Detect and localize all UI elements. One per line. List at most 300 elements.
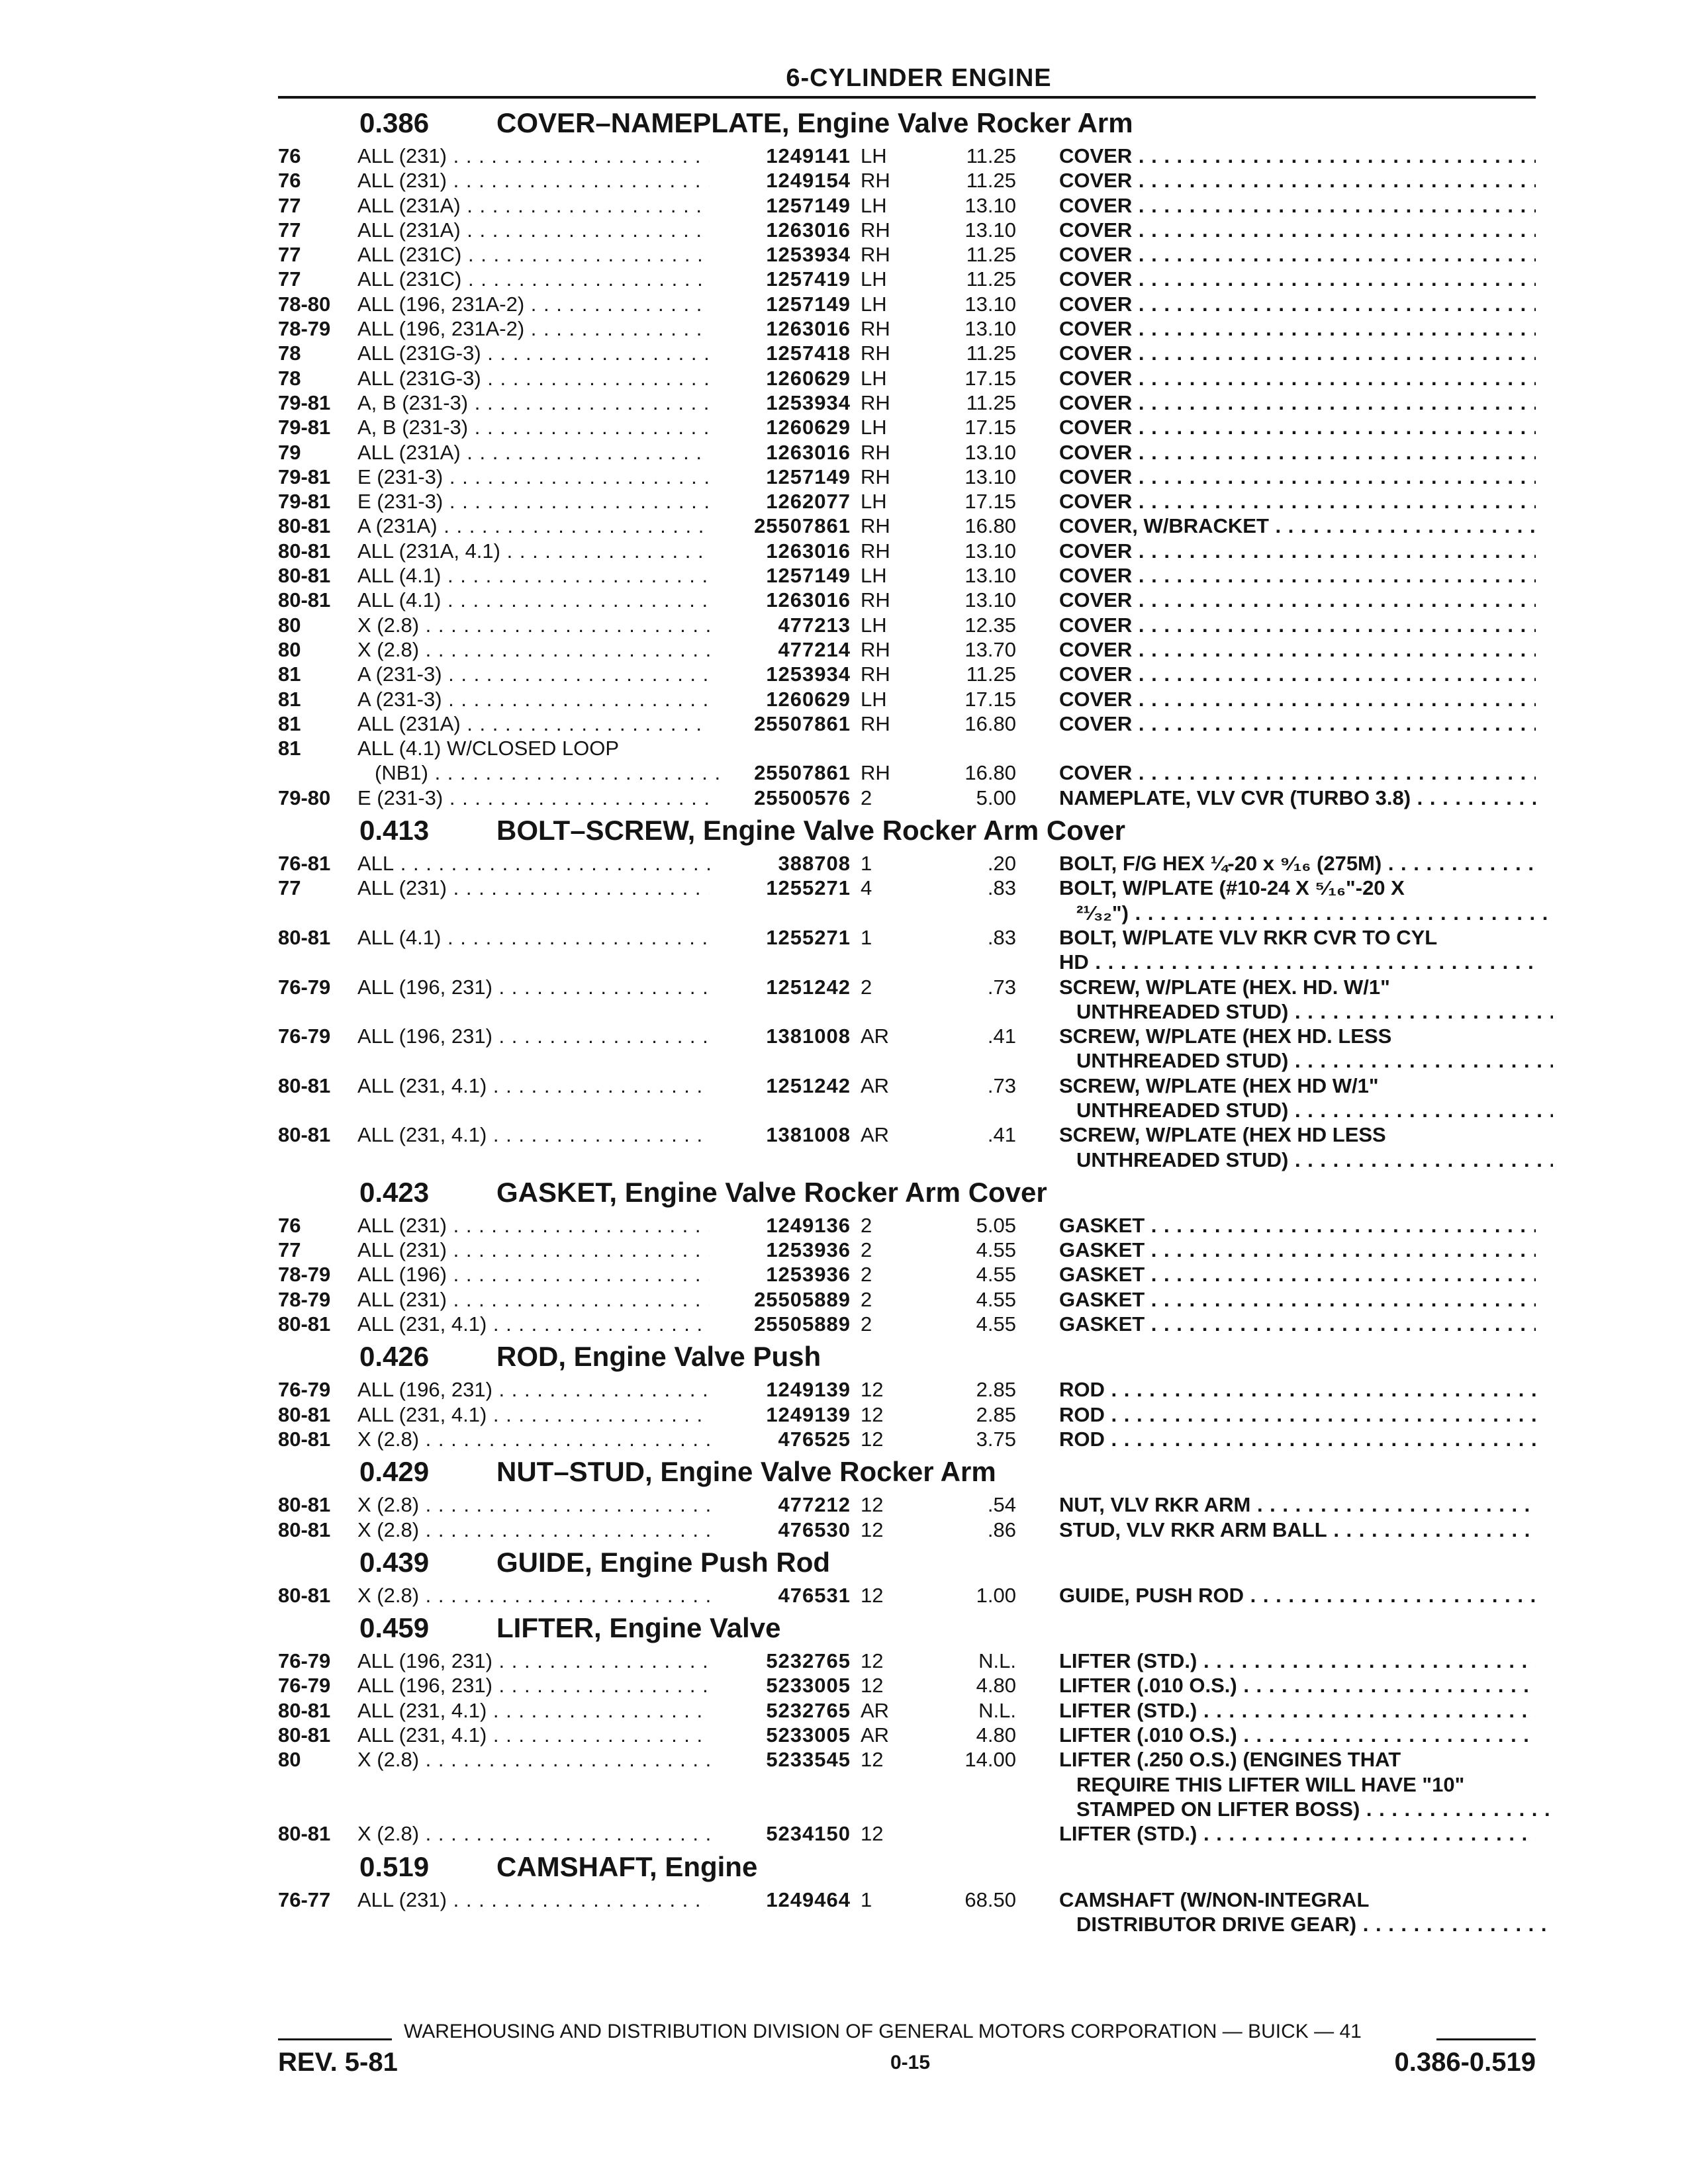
quantity-cell: 2 <box>861 1287 872 1311</box>
table-row <box>278 662 1536 686</box>
application-cell: ALL . . . <box>357 851 710 876</box>
section-number: 0.519 <box>359 1850 430 1882</box>
description-cell: ROD . . . <box>1059 1377 1536 1402</box>
quantity-cell: AR <box>861 1123 890 1147</box>
application-cell: ALL (231A) . . . <box>357 218 710 242</box>
part-number-cell: 1249154 <box>766 169 851 193</box>
section-heading <box>278 103 1536 144</box>
table-row <box>278 563 1536 588</box>
model-year-cell: 81 <box>278 687 301 711</box>
description-cell: ²¹⁄₃₂") . . . <box>1059 901 1553 925</box>
table-row <box>278 465 1536 489</box>
table-row <box>278 1287 1536 1312</box>
application-cell: ALL (196, 231) . . . <box>357 1024 710 1048</box>
model-year-cell: 80-81 <box>278 1698 331 1722</box>
table-row <box>278 1723 1536 1747</box>
part-number-cell: 477213 <box>778 613 851 637</box>
part-number-cell: 1263016 <box>766 440 851 464</box>
quantity-cell: 12 <box>861 1427 884 1451</box>
table-row <box>278 1148 1536 1172</box>
application-cell: ALL (231) . . . <box>357 1287 710 1312</box>
model-year-cell: 77 <box>278 1238 301 1262</box>
table-row <box>278 687 1536 711</box>
table-row <box>278 267 1536 291</box>
quantity-cell: LH <box>861 144 887 167</box>
part-number-cell: 5233005 <box>766 1723 851 1747</box>
model-year-cell: 81 <box>278 737 301 760</box>
section-heading <box>278 810 1536 851</box>
part-number-cell: 476525 <box>778 1427 851 1451</box>
description-cell: COVER . . . <box>1059 316 1536 341</box>
quantity-cell: RH <box>861 761 890 785</box>
table-row <box>278 1377 1536 1402</box>
application-cell: ALL (231A) . . . <box>357 711 710 736</box>
table-row <box>278 440 1536 465</box>
part-number-cell: 1263016 <box>766 218 851 242</box>
part-number-cell: 1257149 <box>766 292 851 316</box>
application-cell: E (231-3) . . . <box>357 786 710 810</box>
quantity-cell: RH <box>861 711 890 735</box>
model-year-cell: 80-81 <box>278 1583 331 1607</box>
model-year-cell: 79 <box>278 440 301 464</box>
section-title: COVER–NAMEPLATE, Engine Valve Rocker Arm <box>496 107 1133 138</box>
section-title: GUIDE, Engine Push Rod <box>496 1546 831 1578</box>
description-cell: HD . . . <box>1059 950 1536 974</box>
table-row <box>278 1098 1536 1122</box>
section-heading <box>278 1451 1536 1492</box>
model-year-cell: 77 <box>278 876 301 900</box>
description-cell: UNTHREADED STUD) . . . <box>1059 1048 1553 1073</box>
header-rule <box>278 96 1536 99</box>
table-row <box>278 1772 1536 1797</box>
application-cell: X (2.8) . . . <box>357 1492 710 1517</box>
quantity-cell: 12 <box>861 1822 884 1846</box>
quantity-cell: AR <box>861 1073 890 1097</box>
price-cell: N.L. <box>978 1698 1016 1722</box>
part-number-cell: 1251242 <box>766 975 851 999</box>
application-cell: ALL (196, 231) . . . <box>357 1649 710 1673</box>
table-row <box>278 1888 1536 1912</box>
application-cell: ALL (231, 4.1) . . . <box>357 1312 710 1336</box>
description-cell: COVER, W/BRACKET . . . <box>1059 514 1536 538</box>
revision-label: REV. 5-81 <box>278 2048 398 2077</box>
table-row <box>278 925 1536 950</box>
price-cell: 5.00 <box>976 786 1016 809</box>
price-cell: 13.10 <box>964 218 1016 242</box>
application-cell: A, B (231-3) . . . <box>357 390 710 415</box>
application-cell: ALL (231A, 4.1) . . . <box>357 539 710 563</box>
description-cell: COVER . . . <box>1059 711 1536 736</box>
application-cell: ALL (4.1) . . . <box>357 925 710 950</box>
price-cell: 11.25 <box>966 341 1016 365</box>
application-cell: ALL (231, 4.1) . . . <box>357 1402 710 1427</box>
application-cell: ALL (4.1) W/CLOSED LOOP <box>357 737 620 760</box>
application-cell: ALL (231) . . . <box>357 1213 710 1238</box>
table-row <box>278 1492 1536 1517</box>
description-cell: LIFTER (.250 O.S.) (ENGINES THAT <box>1059 1748 1401 1772</box>
model-year-cell: 78-80 <box>278 292 331 316</box>
price-cell: 16.80 <box>964 761 1016 785</box>
model-year-cell: 80-81 <box>278 1493 331 1517</box>
description-cell: UNTHREADED STUD) . . . <box>1059 1098 1553 1122</box>
part-number-cell: 1381008 <box>766 1123 851 1147</box>
part-number-cell: 1249136 <box>766 1213 851 1237</box>
quantity-cell: LH <box>861 416 887 439</box>
description-cell: COVER . . . <box>1059 465 1536 489</box>
table-row <box>278 539 1536 563</box>
table-row <box>278 851 1536 876</box>
model-year-cell: 76-79 <box>278 1674 331 1698</box>
model-year-cell: 77 <box>278 267 301 291</box>
model-year-cell: 78 <box>278 341 301 365</box>
quantity-cell: LH <box>861 564 887 588</box>
part-number-cell: 1381008 <box>766 1024 851 1048</box>
part-number-cell: 25505889 <box>754 1287 851 1311</box>
description-cell: STAMPED ON LIFTER BOSS) . . . <box>1059 1797 1553 1821</box>
application-cell: ALL (231C) . . . <box>357 242 710 267</box>
table-row <box>278 711 1536 736</box>
table-row <box>278 1673 1536 1698</box>
model-year-cell: 76-79 <box>278 1649 331 1673</box>
model-year-cell: 80-81 <box>278 539 331 563</box>
price-cell: 17.15 <box>964 490 1016 514</box>
section-title: GASKET, Engine Valve Rocker Arm Cover <box>496 1176 1047 1208</box>
description-cell: REQUIRE THIS LIFTER WILL HAVE "10" <box>1076 1772 1465 1796</box>
section-title: CAMSHAFT, Engine <box>496 1850 758 1882</box>
quantity-cell: 12 <box>861 1378 884 1402</box>
part-number-cell: 25500576 <box>754 786 851 809</box>
quantity-cell: 12 <box>861 1748 884 1772</box>
model-year-cell: 76-79 <box>278 1378 331 1402</box>
description-cell: ROD . . . <box>1059 1402 1536 1427</box>
section-title: ROD, Engine Valve Push <box>496 1341 821 1373</box>
section-heading <box>278 1542 1536 1583</box>
description-cell: GASKET . . . <box>1059 1287 1536 1312</box>
model-year-cell: 79-81 <box>278 490 331 514</box>
application-cell: A (231-3) . . . <box>357 687 710 711</box>
table-row <box>278 786 1536 810</box>
part-number-cell: 476530 <box>778 1518 851 1541</box>
part-number-cell: 1257419 <box>766 267 851 291</box>
price-cell: .83 <box>987 925 1016 949</box>
description-cell: COVER . . . <box>1059 144 1536 168</box>
quantity-cell: AR <box>861 1698 890 1722</box>
quantity-cell: RH <box>861 390 890 414</box>
description-cell: COVER . . . <box>1059 760 1536 785</box>
description-cell: DISTRIBUTOR DRIVE GEAR) . . . <box>1059 1912 1553 1936</box>
quantity-cell: RH <box>861 662 890 686</box>
model-year-cell: 76-81 <box>278 852 331 876</box>
part-number-cell: 1262077 <box>766 490 851 514</box>
page-title: 6-CYLINDER ENGINE <box>786 64 1052 92</box>
description-cell: BOLT, W/PLATE VLV RKR CVR TO CYL <box>1059 925 1438 949</box>
table-row <box>278 1024 1536 1048</box>
part-number-cell: 25507861 <box>754 761 851 785</box>
description-cell: LIFTER (.010 O.S.) . . . <box>1059 1723 1536 1747</box>
price-cell: 1.00 <box>976 1583 1016 1607</box>
part-number-cell: 1253936 <box>766 1263 851 1287</box>
table-row <box>278 390 1536 415</box>
price-cell: 12.35 <box>964 613 1016 637</box>
part-number-cell: 1249139 <box>766 1378 851 1402</box>
part-number-cell: 477214 <box>778 637 851 661</box>
description-cell: SCREW, W/PLATE (HEX. HD. W/1" <box>1059 975 1390 999</box>
quantity-cell: 12 <box>861 1674 884 1698</box>
price-cell: 5.05 <box>976 1213 1016 1237</box>
model-year-cell: 80 <box>278 1748 301 1772</box>
section-number: 0.429 <box>359 1456 430 1488</box>
quantity-cell: AR <box>861 1024 890 1048</box>
description-cell: COVER . . . <box>1059 242 1536 267</box>
application-cell: ALL (231, 4.1) . . . <box>357 1698 710 1723</box>
model-year-cell: 77 <box>278 218 301 242</box>
section-title: BOLT–SCREW, Engine Valve Rocker Arm Cover <box>496 815 1125 846</box>
description-cell: COVER . . . <box>1059 440 1536 465</box>
model-year-cell: 80-81 <box>278 1822 331 1846</box>
quantity-cell: RH <box>861 317 890 341</box>
quantity-cell: LH <box>861 366 887 390</box>
price-cell: 11.25 <box>966 390 1016 414</box>
model-year-cell: 80 <box>278 637 301 661</box>
description-cell: SCREW, W/PLATE (HEX HD. LESS <box>1059 1024 1392 1048</box>
page-number: 0-15 <box>890 2052 931 2073</box>
application-cell: X (2.8) . . . <box>357 613 710 637</box>
quantity-cell: 2 <box>861 1312 872 1336</box>
description-cell: UNTHREADED STUD) . . . <box>1059 1148 1553 1172</box>
price-cell: .41 <box>987 1024 1016 1048</box>
description-cell: COVER . . . <box>1059 366 1536 390</box>
price-cell: .54 <box>987 1493 1016 1517</box>
part-number-cell: 1249464 <box>766 1888 851 1911</box>
quantity-cell: LH <box>861 613 887 637</box>
quantity-cell: RH <box>861 218 890 242</box>
description-cell: GASKET . . . <box>1059 1238 1536 1262</box>
table-row <box>278 1698 1536 1723</box>
section-heading <box>278 1608 1536 1649</box>
application-cell: E (231-3) . . . <box>357 489 710 514</box>
table-row <box>278 489 1536 514</box>
model-year-cell: 77 <box>278 193 301 217</box>
price-cell: 4.55 <box>976 1238 1016 1262</box>
table-row <box>278 760 1536 785</box>
description-cell: LIFTER (STD.) . . . <box>1059 1649 1536 1673</box>
price-cell: 13.70 <box>964 637 1016 661</box>
application-cell: X (2.8) . . . <box>357 637 710 662</box>
part-number-cell: 25507861 <box>754 711 851 735</box>
price-cell: 13.10 <box>964 292 1016 316</box>
price-cell: .20 <box>987 852 1016 876</box>
part-number-cell: 476531 <box>778 1583 851 1607</box>
table-row <box>278 999 1536 1024</box>
table-row <box>278 1073 1536 1098</box>
quantity-cell: RH <box>861 440 890 464</box>
part-number-cell: 5233005 <box>766 1674 851 1698</box>
model-year-cell: 81 <box>278 662 301 686</box>
description-cell: BOLT, W/PLATE (#10-24 X ⁵⁄₁₆"-20 X <box>1059 876 1405 900</box>
application-cell: ALL (231A) . . . <box>357 440 710 465</box>
section-number: 0.459 <box>359 1612 430 1644</box>
section-range: 0.386-0.519 <box>1394 2048 1536 2077</box>
quantity-cell: 12 <box>861 1583 884 1607</box>
price-cell: 4.80 <box>976 1723 1016 1747</box>
model-year-cell: 76-77 <box>278 1888 331 1911</box>
page-footer <box>278 2019 1536 2081</box>
model-year-cell: 78-79 <box>278 1263 331 1287</box>
application-cell: A, B (231-3) . . . <box>357 415 710 439</box>
price-cell: 11.25 <box>966 144 1016 167</box>
quantity-cell: 4 <box>861 876 872 900</box>
application-cell: ALL (231) . . . <box>357 1888 710 1912</box>
description-cell: COVER . . . <box>1059 292 1536 316</box>
application-cell: X (2.8) . . . <box>357 1583 710 1608</box>
quantity-cell: LH <box>861 193 887 217</box>
description-cell: COVER . . . <box>1059 563 1536 588</box>
description-cell: SCREW, W/PLATE (HEX HD LESS <box>1059 1123 1386 1147</box>
table-row <box>278 1312 1536 1336</box>
price-cell: 2.85 <box>976 1402 1016 1426</box>
quantity-cell: 2 <box>861 1238 872 1262</box>
price-cell: 11.25 <box>966 169 1016 193</box>
quantity-cell: LH <box>861 490 887 514</box>
price-cell: 13.10 <box>964 539 1016 563</box>
model-year-cell: 80-81 <box>278 514 331 538</box>
table-row <box>278 514 1536 538</box>
application-cell: ALL (231A) . . . <box>357 193 710 218</box>
model-year-cell: 79-81 <box>278 465 331 488</box>
price-cell: 4.55 <box>976 1287 1016 1311</box>
section-title: LIFTER, Engine Valve <box>496 1612 781 1644</box>
table-row <box>278 736 1536 760</box>
section-heading <box>278 1846 1536 1888</box>
quantity-cell: RH <box>861 341 890 365</box>
price-cell: 4.55 <box>976 1263 1016 1287</box>
price-cell: .41 <box>987 1123 1016 1147</box>
description-cell: COVER . . . <box>1059 193 1536 218</box>
application-cell: E (231-3) . . . <box>357 465 710 489</box>
price-cell: 11.25 <box>966 267 1016 291</box>
part-number-cell: 5232765 <box>766 1649 851 1673</box>
part-number-cell: 1263016 <box>766 588 851 612</box>
table-row <box>278 1649 1536 1673</box>
section-title: NUT–STUD, Engine Valve Rocker Arm <box>496 1456 996 1488</box>
table-row <box>278 1583 1536 1608</box>
description-cell: SCREW, W/PLATE (HEX HD W/1" <box>1059 1073 1379 1097</box>
description-cell: GASKET . . . <box>1059 1213 1536 1238</box>
part-number-cell: 1253934 <box>766 662 851 686</box>
price-cell: 13.10 <box>964 588 1016 612</box>
description-cell: COVER . . . <box>1059 267 1536 291</box>
quantity-cell: 2 <box>861 975 872 999</box>
price-cell: 11.25 <box>966 662 1016 686</box>
application-cell: A (231A) . . . <box>357 514 710 538</box>
part-number-cell: 1257149 <box>766 564 851 588</box>
footer-rule-right <box>1436 2038 1536 2040</box>
price-cell: 14.00 <box>964 1748 1016 1772</box>
quantity-cell: 12 <box>861 1649 884 1673</box>
price-cell: 17.15 <box>964 366 1016 390</box>
part-number-cell: 25507861 <box>754 514 851 538</box>
description-cell: NAMEPLATE, VLV CVR (TURBO 3.8) . . . <box>1059 786 1536 810</box>
price-cell: 16.80 <box>964 711 1016 735</box>
application-cell: X (2.8) . . . <box>357 1518 710 1542</box>
footer-rule-left <box>278 2038 392 2040</box>
model-year-cell: 78 <box>278 366 301 390</box>
price-cell: 3.75 <box>976 1427 1016 1451</box>
quantity-cell: 12 <box>861 1402 884 1426</box>
part-number-cell: 1251242 <box>766 1073 851 1097</box>
quantity-cell: 1 <box>861 925 872 949</box>
table-row <box>278 637 1536 662</box>
quantity-cell: RH <box>861 514 890 538</box>
price-cell: 68.50 <box>964 1888 1016 1911</box>
model-year-cell: 80 <box>278 613 301 637</box>
table-row <box>278 613 1536 637</box>
table-row <box>278 1122 1536 1147</box>
quantity-cell: 12 <box>861 1493 884 1517</box>
model-year-cell: 81 <box>278 711 301 735</box>
price-cell: 17.15 <box>964 687 1016 711</box>
table-row <box>278 1048 1536 1073</box>
quantity-cell: 2 <box>861 1213 872 1237</box>
model-year-cell: 76 <box>278 1213 301 1237</box>
quantity-cell: RH <box>861 243 890 267</box>
model-year-cell: 77 <box>278 243 301 267</box>
quantity-cell: RH <box>861 465 890 488</box>
part-number-cell: 1257149 <box>766 465 851 488</box>
application-cell: ALL (4.1) . . . <box>357 588 710 612</box>
table-row <box>278 1402 1536 1427</box>
part-number-cell: 1257418 <box>766 341 851 365</box>
price-cell: 13.10 <box>964 564 1016 588</box>
part-number-cell: 1249141 <box>766 144 851 167</box>
part-number-cell: 477212 <box>778 1493 851 1517</box>
quantity-cell: RH <box>861 539 890 563</box>
price-cell: 4.80 <box>976 1674 1016 1698</box>
application-cell: ALL (196, 231A-2) . . . <box>357 292 710 316</box>
application-cell: ALL (231) . . . <box>357 1238 710 1262</box>
price-cell: 11.25 <box>966 243 1016 267</box>
description-cell: NUT, VLV RKR ARM . . . <box>1059 1492 1536 1517</box>
table-row <box>278 366 1536 390</box>
table-row <box>278 1821 1536 1846</box>
part-number-cell: 1255271 <box>766 876 851 900</box>
price-cell: .73 <box>987 1073 1016 1097</box>
part-number-cell: 1255271 <box>766 925 851 949</box>
price-cell: N.L. <box>978 1649 1016 1673</box>
application-cell: ALL (196, 231A-2) . . . <box>357 316 710 341</box>
description-cell: ROD . . . <box>1059 1427 1536 1451</box>
quantity-cell: LH <box>861 687 887 711</box>
table-row <box>278 1427 1536 1451</box>
table-row <box>278 1747 1536 1772</box>
table-row <box>278 415 1536 439</box>
table-row <box>278 316 1536 341</box>
application-cell: ALL (231G-3) . . . <box>357 366 710 390</box>
application-cell: X (2.8) . . . <box>357 1747 710 1772</box>
price-cell: 2.85 <box>976 1378 1016 1402</box>
model-year-cell: 80-81 <box>278 1723 331 1747</box>
table-row <box>278 1262 1536 1287</box>
price-cell: 17.15 <box>964 416 1016 439</box>
price-cell: 16.80 <box>964 514 1016 538</box>
description-cell: BOLT, F/G HEX ¼-20 x ⁹⁄₁₆ (275M) . . . <box>1059 851 1536 876</box>
table-row <box>278 292 1536 316</box>
table-row <box>278 901 1536 925</box>
quantity-cell: RH <box>861 637 890 661</box>
application-cell: ALL (231C) . . . <box>357 267 710 291</box>
table-row <box>278 1518 1536 1542</box>
model-year-cell: 76 <box>278 144 301 167</box>
